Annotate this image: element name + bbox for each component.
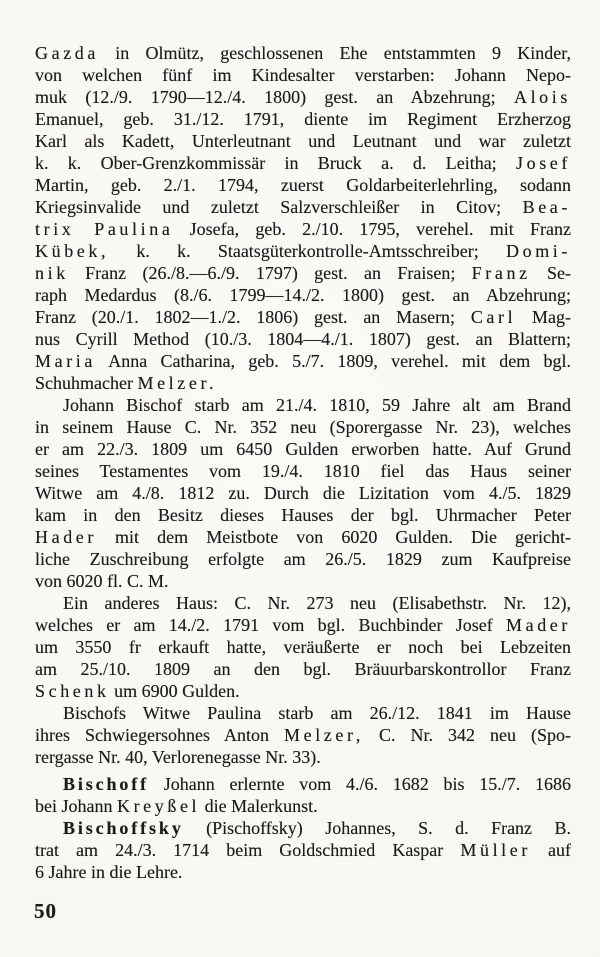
text-line: [35, 724, 571, 746]
text-line: [35, 795, 571, 817]
text-line: [35, 658, 571, 680]
text-line: [35, 416, 571, 438]
text-run: Ein anderes Haus: C. Nr. 273 neu (Elisabethstr. Nr. 12),: [63, 593, 571, 613]
text-run: Witwe am 4./8. 1812 zu. Durch die Lizitation vom 4./5. 1829: [35, 483, 571, 503]
text-line: [35, 42, 571, 64]
text-run: auf: [530, 840, 571, 860]
text-line: [35, 108, 571, 130]
text-run: um 6900 Gulden.: [109, 681, 240, 701]
text-line: [35, 218, 571, 240]
page-number: 50: [34, 899, 57, 923]
text-run: er am 22./3. 1809 um 6450 Gulden erworben hatte. Auf Grund: [35, 439, 571, 459]
emphasized-name-run: Josef: [516, 153, 571, 173]
para-widow-death: [35, 702, 571, 768]
text-run: in Olmütz, geschlossenen Ehe entstammten 9 Kinder,: [98, 43, 571, 63]
entry-bischoff-johann: [35, 773, 571, 817]
emphasized-name-run: Kübek,: [35, 241, 110, 261]
text-line: [35, 614, 571, 636]
text-run: muk (12./9. 1790—12./4. 1800) gest. an Abzehrung;: [35, 87, 514, 107]
text-line: [35, 130, 571, 152]
text-run: seines Testamentes vom 19./4. 1810 fiel das Haus seiner: [35, 461, 571, 481]
text-line: [35, 773, 571, 795]
text-run: von welchen fünf im Kindesalter verstarben: Johann Nepo-: [35, 65, 571, 85]
text-run: nus Cyrill Method (10./3. 1804—4./1. 1807) gest. an Blattern;: [35, 329, 571, 349]
text-run: in seinem Hause C. Nr. 352 neu (Sporergasse Nr. 23), welches: [35, 417, 571, 437]
text-line: [35, 548, 571, 570]
text-line: [35, 702, 571, 724]
emphasized-name-run: Bischoffsky: [63, 818, 184, 838]
text-line: [35, 460, 571, 482]
entry-bischoffsky-johannes: [35, 817, 571, 883]
text-line: [35, 372, 571, 394]
text-run: Anna Catharina, geb. 5./7. 1809, verehel. mit dem bgl.: [95, 351, 571, 371]
text-run: Franz (26./8.—6./9. 1797) gest. an Fraisen;: [68, 263, 472, 283]
text-line: [35, 636, 571, 658]
text-line: [35, 592, 571, 614]
text-run: rergasse Nr. 40, Verlorenegasse Nr. 33).: [35, 747, 321, 767]
text-run: Karl als Kadett, Unterleutnant und Leutnant und war zuletzt: [35, 131, 571, 151]
text-run: k. k. Staatsgüterkontrolle-Amtsschreiber;: [109, 241, 506, 261]
text-block: [35, 42, 571, 883]
text-line: [35, 482, 571, 504]
text-line: [35, 152, 571, 174]
para-second-house: [35, 592, 571, 702]
text-run: um 3550 fr erkauft hatte, veräußerte er noch bei Lebzeiten: [35, 637, 571, 657]
text-run: bei Johann: [35, 796, 117, 816]
emphasized-name-run: Müller: [460, 840, 531, 860]
text-line: [35, 817, 571, 839]
emphasized-name-run: Bea-: [522, 197, 571, 217]
text-run: kam in den Besitz dieses Hauses der bgl. Uhrmacher Peter: [35, 505, 571, 525]
text-run: raph Medardus (8./6. 1799—14./2. 1800) gest. an Abzehrung;: [35, 285, 571, 305]
entry-gazda-children: [35, 42, 571, 394]
text-run: Schuhmacher: [35, 373, 138, 393]
emphasized-name-run: Hader: [35, 527, 97, 547]
emphasized-name-run: Gazda: [35, 43, 99, 63]
emphasized-name-run: Domi-: [506, 241, 571, 261]
text-run: am 25./10. 1809 an den bgl. Bräuurbarskontrollor Franz: [35, 659, 571, 679]
emphasized-name-run: Alois: [513, 87, 571, 107]
emphasized-name-run: nik: [35, 263, 69, 283]
text-run: Johann Bischof starb am 21./4. 1810, 59 Jahre alt am Brand: [63, 395, 571, 415]
emphasized-name-run: Carl: [470, 307, 517, 327]
text-run: Bischofs Witwe Paulina starb am 26./12. 1841 im Hause: [63, 703, 571, 723]
text-line: [35, 240, 571, 262]
text-line: [35, 306, 571, 328]
text-line: [35, 526, 571, 548]
text-run: Kriegsinvalide und zuletzt Salzverschleißer in Citov;: [35, 197, 523, 217]
emphasized-name-run: Mader: [506, 615, 571, 635]
emphasized-name-run: Kreyßel: [116, 796, 201, 816]
text-run: welches er am 14./2. 1791 vom bgl. Buchbinder Josef: [35, 615, 507, 635]
text-run: Martin, geb. 2./1. 1794, zuerst Goldarbeiterlehrling, sodann: [35, 175, 571, 195]
emphasized-name-run: trix Paulina: [35, 219, 174, 239]
text-line: [35, 350, 571, 372]
text-line: [35, 438, 571, 460]
text-run: C. Nr. 342 neu (Spo-: [363, 725, 571, 745]
text-run: liche Zuschreibung erfolgte am 26./5. 1829 zum Kaufpreise: [35, 549, 571, 569]
emphasized-name-run: Melzer,: [284, 725, 364, 745]
text-line: [35, 861, 571, 883]
text-run: Se-: [530, 263, 571, 283]
emphasized-name-run: Bischoff: [63, 774, 150, 794]
text-line: [35, 570, 571, 592]
text-run: mit dem Meistbote von 6020 Gulden. Die gericht-: [96, 527, 571, 547]
text-run: von 6020 fl. C. M.: [35, 571, 169, 591]
text-run: Mag-: [516, 307, 571, 327]
emphasized-name-run: Franz: [471, 263, 531, 283]
text-run: Emanuel, geb. 31./12. 1791, diente im Regiment Erzherzog: [35, 109, 571, 129]
text-run: k. k. Ober-Grenzkommissär in Bruck a. d. Leitha;: [35, 153, 516, 173]
emphasized-name-run: Schenk: [35, 681, 110, 701]
text-line: [35, 196, 571, 218]
text-line: [35, 64, 571, 86]
emphasized-name-run: Maria: [35, 351, 96, 371]
text-run: trat am 24./3. 1714 beim Goldschmied Kaspar: [35, 840, 461, 860]
text-line: [35, 746, 571, 768]
text-line: [35, 174, 571, 196]
text-line: [35, 284, 571, 306]
text-run: ihres Schwiegersohnes Anton: [35, 725, 284, 745]
text-run: die Malerkunst.: [200, 796, 318, 816]
text-run: 6 Jahre in die Lehre.: [35, 862, 183, 882]
text-run: Josefa, geb. 2./10. 1795, verehel. mit Franz: [173, 219, 572, 239]
text-line: [35, 394, 571, 416]
para-bischof-death-house: [35, 394, 571, 592]
text-run: (Pischoffsky) Johannes, S. d. Franz B.: [183, 818, 571, 838]
text-line: [35, 328, 571, 350]
text-run: Franz (20./1. 1802—1./2. 1806) gest. an Masern;: [35, 307, 471, 327]
text-run: Johann erlernte vom 4./6. 1682 bis 15./7. 1686: [149, 774, 571, 794]
text-line: [35, 839, 571, 861]
text-line: [35, 262, 571, 284]
text-line: [35, 680, 571, 702]
text-line: [35, 86, 571, 108]
text-line: [35, 504, 571, 526]
emphasized-name-run: Melzer.: [137, 373, 218, 393]
